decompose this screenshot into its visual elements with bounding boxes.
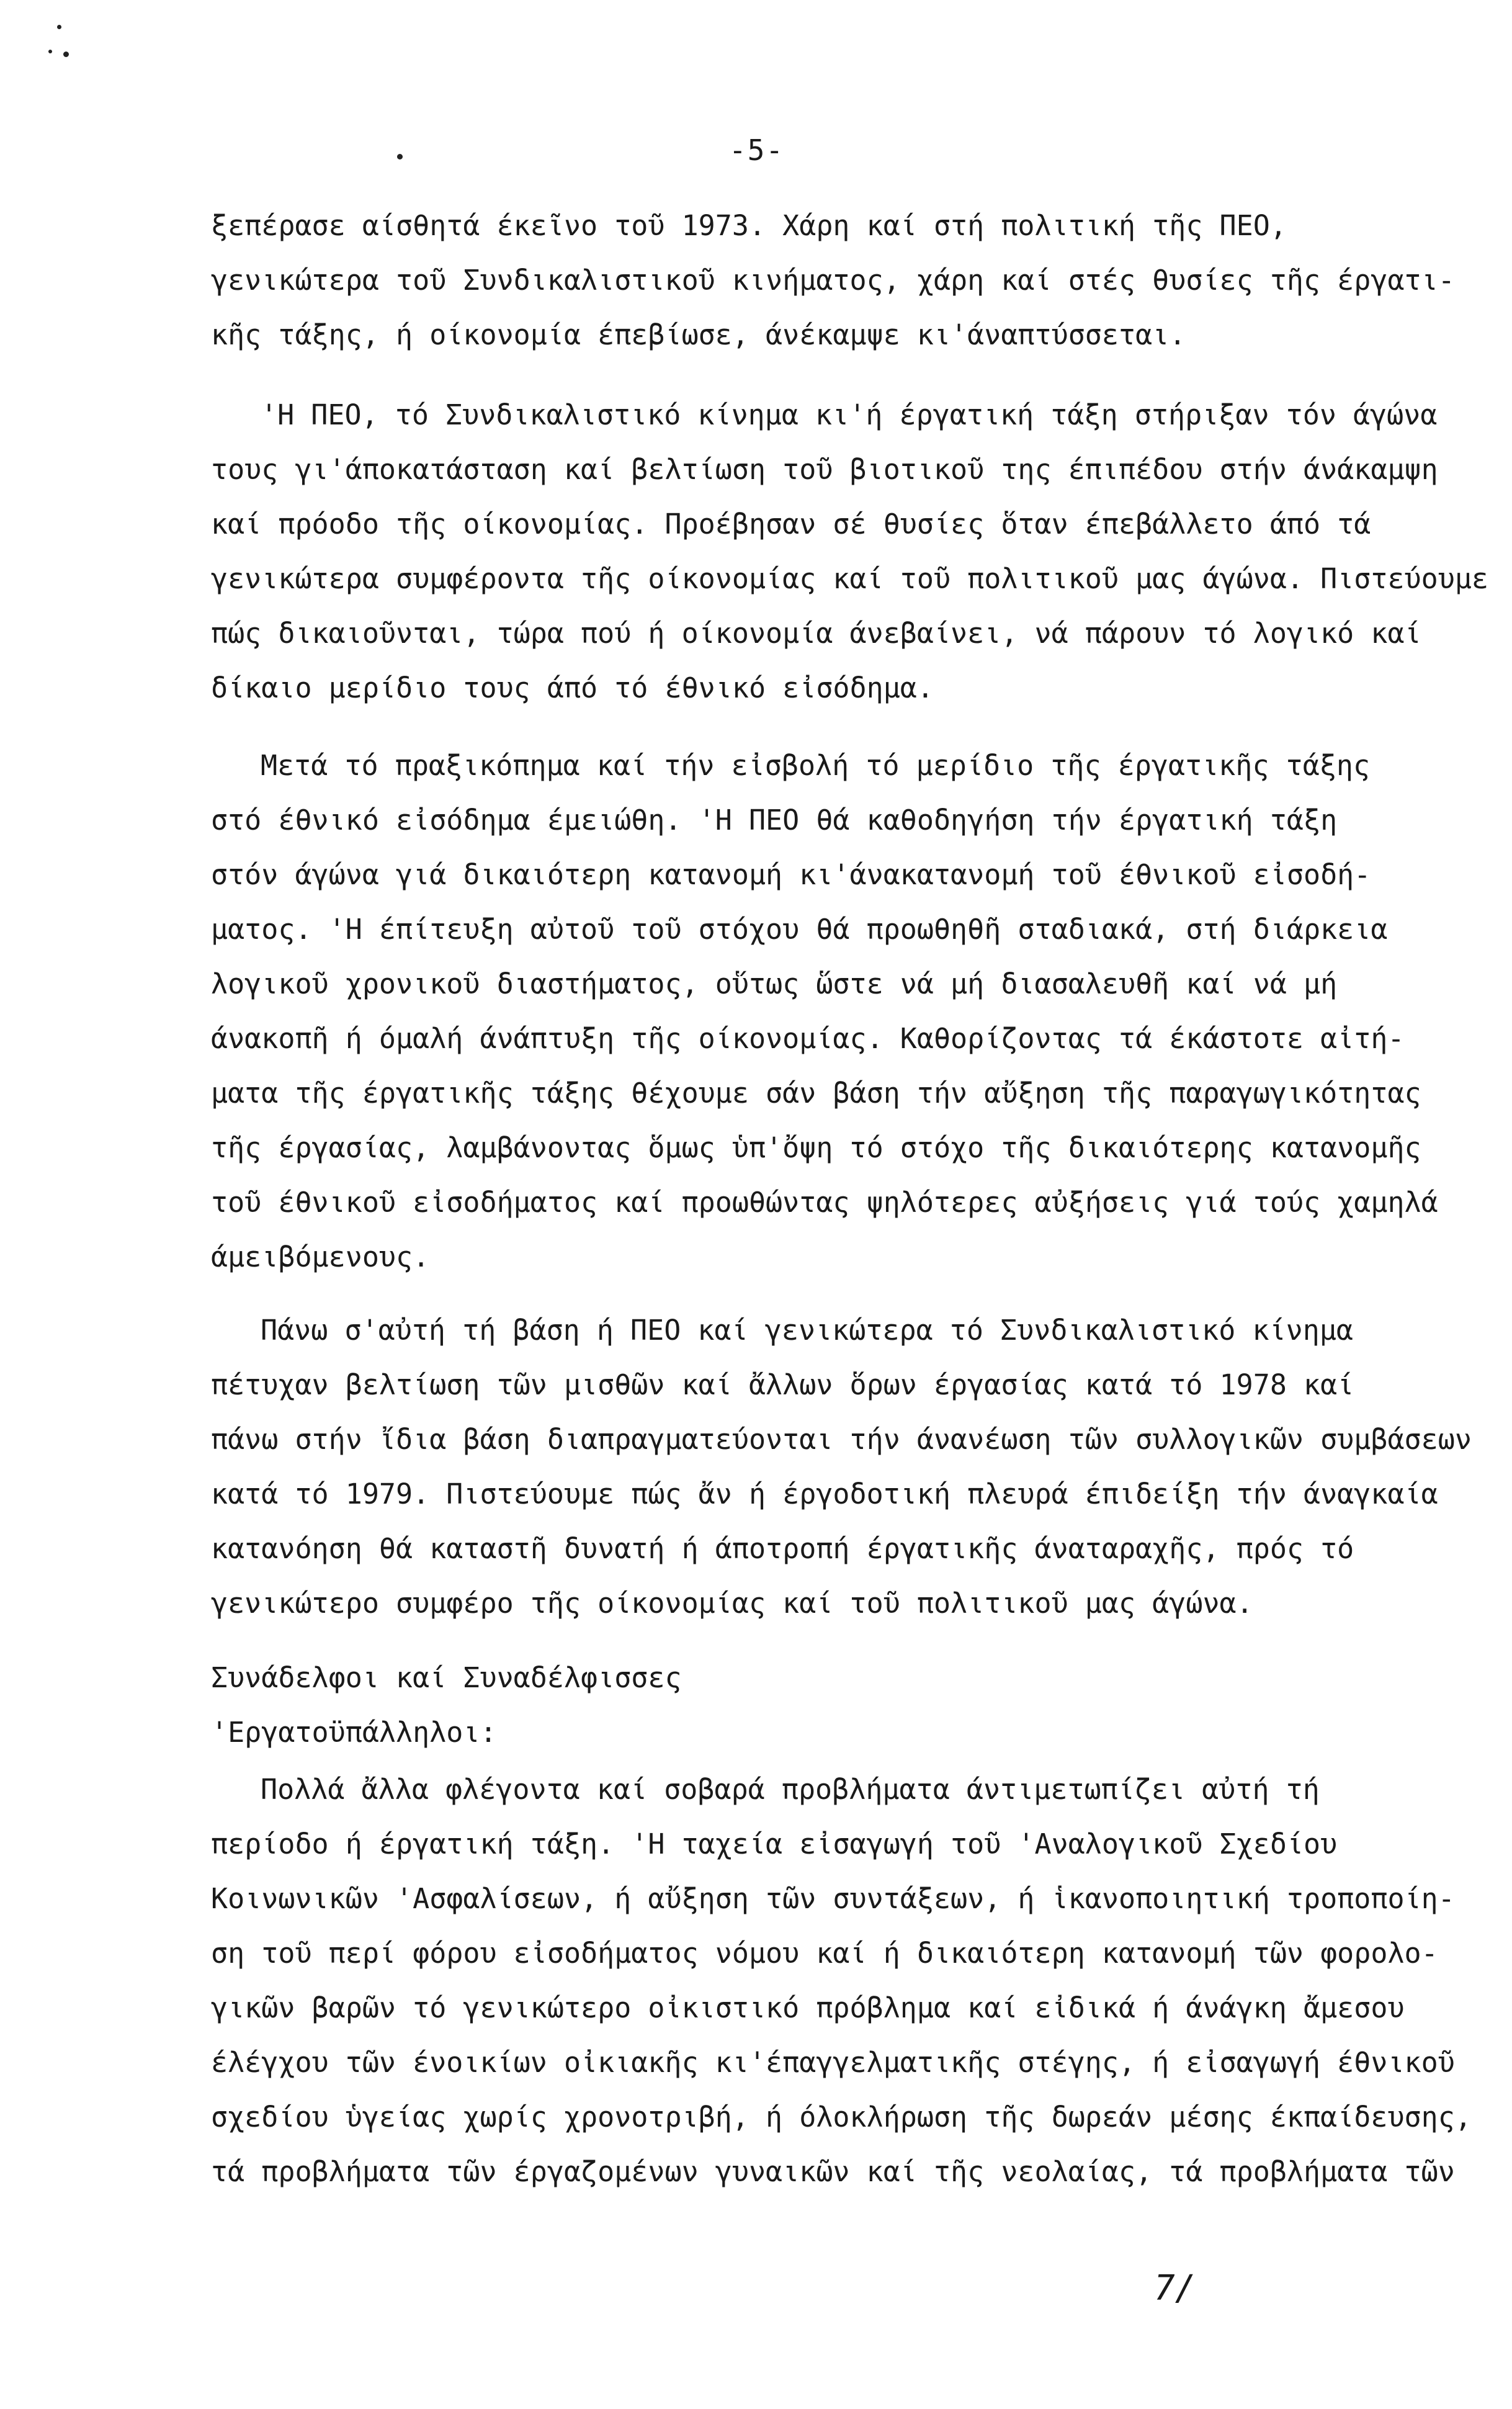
- paragraph-line: Πάνω σ'αὐτή τή βάση ή ΠΕΟ καί γενικώτερα τό Συνδικαλιστικό κίνημα: [261, 1314, 1353, 1347]
- salutation: [211, 1651, 1433, 1760]
- continuation-mark: 7/: [1154, 2268, 1196, 2308]
- paragraph-line: τους γι'άποκατάσταση καί βελτίωση τοῦ βιοτικοῦ της έπιπέδου στήν άνάκαμψη: [211, 453, 1438, 486]
- paragraph-1: [211, 199, 1455, 362]
- paragraph-line: πώς δικαιοῦνται, τώρα πού ή οίκονομία άνεβαίνει, νά πάρουν τό λογικό καί: [211, 617, 1421, 650]
- paragraph-line: άνακοπῆ ή όμαλή άνάπτυξη τῆς οίκονομίας. Καθορίζοντας τά έκάστοτε αἰτή-: [211, 1022, 1405, 1055]
- paragraph-line: ξεπέρασε αίσθητά έκεῖνο τοῦ 1973. Χάρη καί στή πολιτική τῆς ΠΕΟ,: [211, 209, 1287, 242]
- paragraph-line: Μετά τό πραξικόπημα καί τήν εἰσβολή τό μερίδιο τῆς έργατικῆς τάξης: [261, 749, 1371, 782]
- paragraph-2: [211, 388, 1489, 716]
- paragraph-line: λογικοῦ χρονικοῦ διαστήματος, οὕτως ὥστε νά μή διασαλευθῆ καί νά μή: [211, 967, 1338, 1000]
- paragraph-line: πέτυχαν βελτίωση τῶν μισθῶν καί ἄλλων ὅρων έργασίας κατά τό 1978 καί: [211, 1368, 1354, 1401]
- paragraph-4: [211, 1303, 1472, 1631]
- paragraph-line: 'Η ΠΕΟ, τό Συνδικαλιστικό κίνημα κι'ή έργατική τάξη στήριξαν τόν άγώνα: [261, 398, 1438, 431]
- scan-speck: [397, 154, 403, 159]
- paragraph-line: σχεδίου ὑγείας χωρίς χρονοτριβή, ή όλοκλήρωση τῆς δωρεάν μέσης έκπαίδευσης,: [211, 2101, 1472, 2133]
- paragraph-line: Κοινωνικῶν 'Ασφαλίσεων, ή αὔξηση τῶν συντάξεων, ή ἱκανοποιητική τροποποίη-: [211, 1882, 1455, 1915]
- scan-speck: [57, 25, 61, 29]
- paragraph-line: γενικώτερο συμφέρο τῆς οίκονομίας καί τοῦ πολιτικοῦ μας άγώνα.: [211, 1587, 1253, 1620]
- paragraph-line: στό έθνικό εἰσόδημα έμειώθη. 'Η ΠΕΟ θά καθοδηγήση τήν έργατική τάξη: [211, 804, 1338, 837]
- paragraph-line: τῆς έργασίας, λαμβάνοντας ὅμως ὑπ'ὄψη τό στόχο τῆς δικαιότερης κατανομῆς: [211, 1131, 1421, 1164]
- paragraph-line: γενικώτερα τοῦ Συνδικαλιστικοῦ κινήματος, χάρη καί στές θυσίες τῆς έργατι-: [211, 264, 1455, 297]
- page-number: -5-: [729, 133, 785, 167]
- paragraph-line: κατά τό 1979. Πιστεύουμε πώς ἄν ή έργοδοτική πλευρά έπιδείξη τήν άναγκαία: [211, 1478, 1438, 1510]
- paragraph-5: [211, 1762, 1472, 2199]
- salutation-line: 'Εργατοϋπάλληλοι:: [211, 1716, 497, 1749]
- paragraph-line: γενικώτερα συμφέροντα τῆς οίκονομίας καί τοῦ πολιτικοῦ μας άγώνα. Πιστεύουμε: [211, 562, 1489, 595]
- paragraph-line: άμειβόμενους.: [211, 1240, 430, 1273]
- paragraph-line: περίοδο ή έργατική τάξη. 'Η ταχεία εἰσαγωγή τοῦ 'Αναλογικοῦ Σχεδίου: [211, 1828, 1338, 1860]
- paragraph-line: Πολλά ἄλλα φλέγοντα καί σοβαρά προβλήματα άντιμετωπίζει αὐτή τή: [261, 1773, 1320, 1806]
- paragraph-line: ματα τῆς έργατικῆς τάξης θέχουμε σάν βάση τήν αὔξηση τῆς παραγωγικότητας: [211, 1077, 1421, 1110]
- paragraph-line: δίκαιο μερίδιο τους άπό τό έθνικό εἰσόδημα.: [211, 671, 934, 704]
- paragraph-line: ματος. 'Η έπίτευξη αὐτοῦ τοῦ στόχου θά προωθηθῆ σταδιακά, στή διάρκεια: [211, 913, 1388, 946]
- paragraph-line: τοῦ έθνικοῦ εἰσοδήματος καί προωθώντας ψηλότερες αὐξήσεις γιά τούς χαμηλά: [211, 1186, 1438, 1219]
- paragraph-line: έλέγχου τῶν ένοικίων οἰκιακῆς κι'έπαγγελματικῆς στέγης, ή εἰσαγωγή έθνικοῦ: [211, 2046, 1455, 2079]
- paragraph-line: ση τοῦ περί φόρου εἰσοδήματος νόμου καί ή δικαιότερη κατανομή τῶν φορολο-: [211, 1937, 1438, 1970]
- salutation-line: Συνάδελφοι καί Συναδέλφισσες: [211, 1661, 682, 1694]
- paragraph-line: στόν άγώνα γιά δικαιότερη κατανομή κι'άνακατανομή τοῦ έθνικοῦ εἰσοδή-: [211, 858, 1371, 891]
- paragraph-line: κῆς τάξης, ή οίκονομία έπεβίωσε, άνέκαμψε κι'άναπτύσσεται.: [211, 318, 1186, 351]
- paragraph-3: [211, 738, 1438, 1285]
- paragraph-line: καί πρόοδο τῆς οίκονομίας. Προέβησαν σέ θυσίες ὅταν έπεβάλλετο άπό τά: [211, 508, 1371, 541]
- scan-speck: [48, 50, 52, 53]
- paragraph-line: τά προβλήματα τῶν έργαζομένων γυναικῶν καί τῆς νεολαίας, τά προβλήματα τῶν: [211, 2155, 1455, 2188]
- scan-speck: [63, 52, 69, 57]
- paragraph-line: πάνω στήν ἴδια βάση διαπραγματεύονται τήν άνανέωση τῶν συλλογικῶν συμβάσεων: [211, 1423, 1472, 1456]
- paragraph-line: κατανόηση θά καταστῆ δυνατή ή άποτροπή έργατικῆς άναταραχῆς, πρός τό: [211, 1532, 1354, 1565]
- paragraph-line: γικῶν βαρῶν τό γενικώτερο οἰκιστικό πρόβλημα καί εἰδικά ή άνάγκη ἄμεσου: [211, 1991, 1405, 2024]
